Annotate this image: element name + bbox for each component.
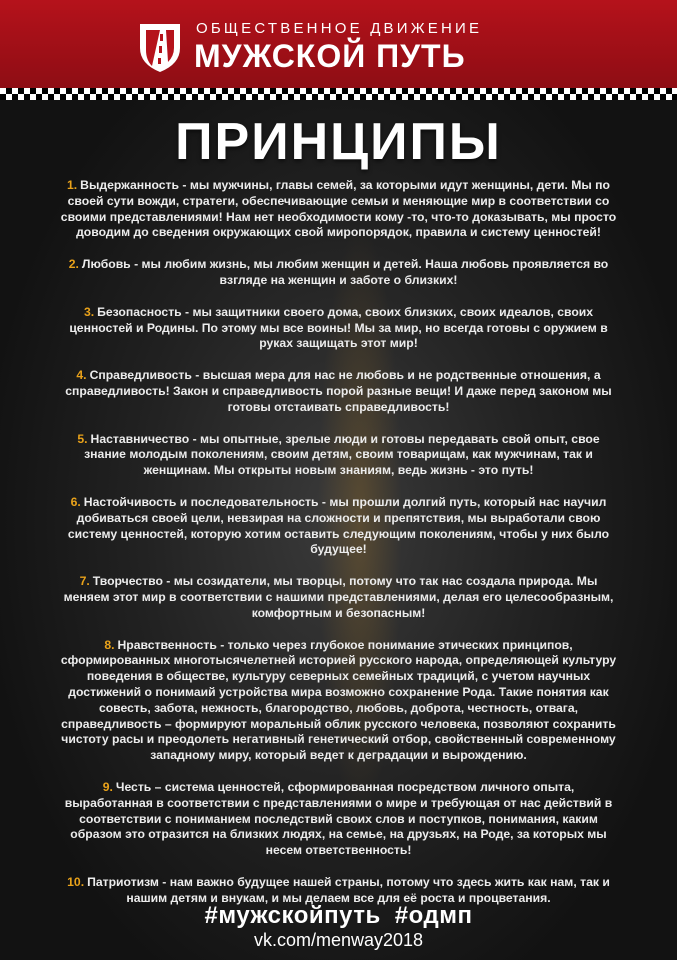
principle-number: 2. [68,257,79,272]
hashtag-link[interactable]: #мужскойпуть [204,902,381,929]
principle-text: Безопасность - мы защитники своего дома, своих близких, своих идеалов, своих ценностей и Родины. По этому мы все воины! Мы за мир, но всегда готовы с оружием в руках защищать этот мир! [69,304,608,351]
principle-item [60,495,617,558]
principle-number: 7. [79,574,90,589]
organization-type: ОБЩЕСТВЕННОЕ ДВИЖЕНИЕ [196,20,483,37]
hashtags [0,902,677,930]
vk-link[interactable]: vk.com/menway2018 [253,930,424,950]
shield-road-icon [136,20,184,74]
principle-text: Честь – система ценностей, сформированная посредством личного опыта, выработанная в соответствии с представлениями о мире и требующая от нас действий в соответствии с пониманием последствий своих слов и поступков, понимания, каким образом это отразится на близких людях, на семье, на друзьях, на Роде, за которых мы несем ответственность! [64,779,613,858]
organization-name: МУЖСКОЙ ПУТЬ [194,38,466,74]
principle-text: Нравственность - только через глубокое понимание этических принципов, сформированных многотысячелетней историей русского народа, определяющей культуру поведения в обществе, культуру северных семейных традиций, с учетом научных достижений о понимаий устройства мира возможно сохранение Рода. Такие понятия как совесть, забота, нежность, благородство, любовь, доброта, честность, отвага, справедливость – формируют моральный облик русского человека, позволяют сохранить чистоту расы и преодолеть негативный генетический отбор, свойственный современному западному миру, который ведет к деградации и вырождению. [60,637,617,763]
principle-item [60,368,617,415]
principle-number: 10. [67,874,85,889]
principle-text: Справедливость - высшая мера для нас не любовь и не родственные отношения, а справедливость! Закон и справедливость порой разные вещи! И даже перед законом мы готовы отстаивать справедливость! [65,368,612,414]
principle-text: Патриотизм - нам важно будущее нашей страны, потому что здесь жить как нам, так и нашим детям и внукам, и мы делаем все для её роста и процветания. [87,874,610,905]
principle-item [60,638,617,764]
principle-text: Наставничество - мы опытные, зрелые люди и готовы передавать свой опыт, свое знание молодым поколениям, своим детям, своим товарищам, как мужчинам, так и женщинам. Мы открыты новым знаниям, ведь жизнь - это путь! [84,431,600,478]
principle-text: Выдержанность - мы мужчины, главы семей, за которыми идут женщины, дети. Мы по своей сути вожди, стратеги, обеспечивающие семьи и меняющие мир в соответствии со своими представлениями! Нам нет необходимости кому -то, что-то доказывать, мы просто доводим до сведения окружающих свой миропорядок, правила и систему ценностей! [60,178,617,240]
principle-item [60,432,617,479]
principle-item [60,780,617,859]
checkered-stripe [0,88,677,100]
principle-item [60,574,617,621]
principle-item [60,257,617,289]
page-title: ПРИНЦИПЫ [175,113,502,171]
principles-list [60,178,617,922]
hashtag-link[interactable]: #одмп [394,902,473,929]
principle-number: 6. [70,494,81,509]
principle-number: 1. [67,178,78,192]
principle-number: 8. [104,637,115,652]
principle-text: Настойчивость и последовательность - мы прошли долгий путь, который нас научил добиваться своей цели, невзирая на сложности и препятствия, мы выработали свою систему ценностей, которую хотим оставить следующим поколениям, чтобы у них было будущее! [67,494,610,557]
principle-item [60,178,617,241]
header-banner [0,0,677,88]
principle-item [60,305,617,352]
principle-text: Творчество - мы созидатели, мы творцы, потому что так нас создала природа. Мы меняем этот мир в соответствии с нашими представлениями, делая его целесообразным, комфортным и безопасным! [63,574,614,620]
principle-text: Любовь - мы любим жизнь, мы любим женщин и детей. Наша любовь проявляется во взгляде на женщин и заботе о близких! [81,257,609,287]
principle-number: 9. [102,779,113,794]
principle-number: 3. [83,304,95,319]
principle-number: 5. [77,431,88,446]
principle-number: 4. [76,368,87,383]
